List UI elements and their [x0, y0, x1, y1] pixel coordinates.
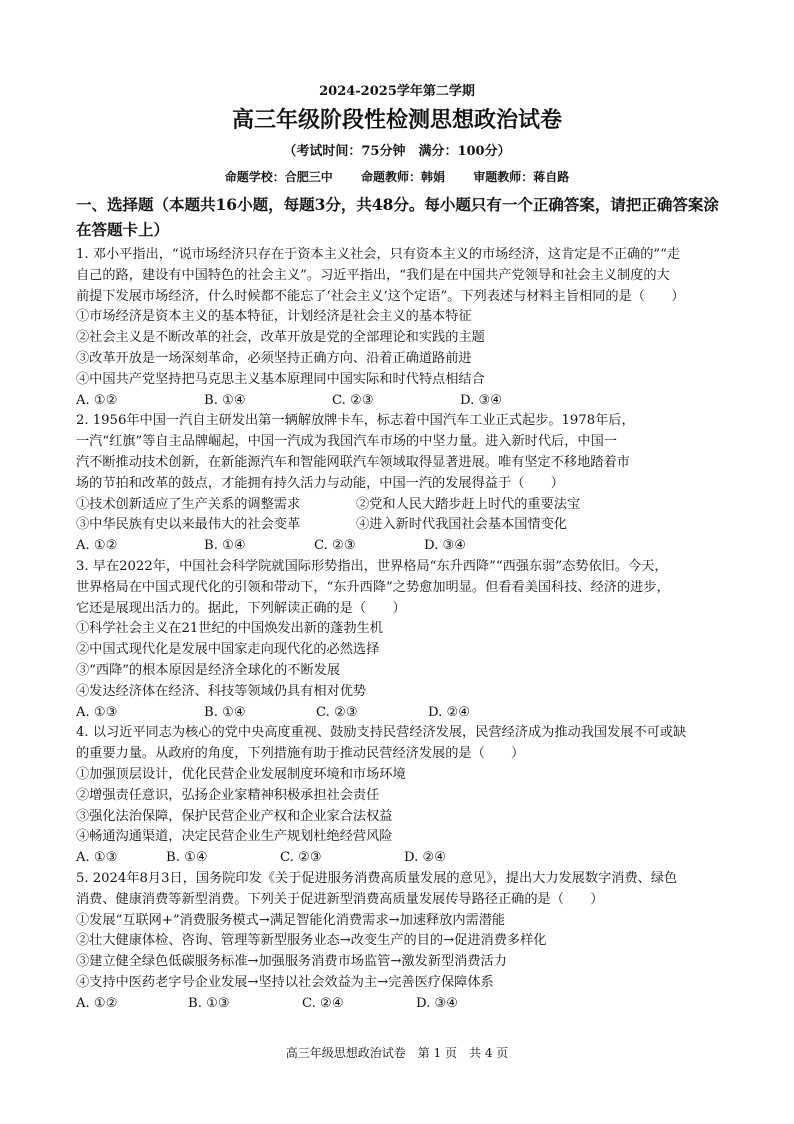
question-stem-line: 2. 1956年中国一汽自主研发出第一辆解放牌卡车，标志着中国汽车工业正式起步。1978年后， — [76, 413, 635, 429]
question-stem-line: 世界格局在中国式现代化的引领和带动下，“东升西降”之势愈加明显。但看看美国科技、经济的进步， — [76, 579, 670, 595]
option-d: D. ②④ — [404, 850, 447, 866]
option-b: B. ①③ — [188, 995, 230, 1011]
term-heading: 2024-2025学年第二学期 — [319, 84, 475, 99]
question-2 — [76, 411, 722, 557]
question-stem-line: 它还是展现出活力的。据此，下列解读正确的是（ ） — [76, 600, 406, 616]
question-stem-line: 4. 以习近平同志为核心的党中央高度重视、鼓励支持民营经济发展，民营经济成为推动我国发展不可或缺 — [76, 725, 687, 741]
question-stem-line: 5. 2024年8月3日，国务院印发《关于促进服务消费高质量发展的意见》，提出大力发展数字消费、绿色 — [76, 870, 678, 886]
option-a: A. ①② — [76, 392, 118, 408]
question-stem-line: 1. 邓小平指出，“说市场经济只存在于资本主义社会，只有资本主义的市场经济，这肯定是不正确的”“走 — [76, 247, 681, 262]
page-footer: 高三年级思想政治试卷 第 1 页 共 4 页 — [285, 1046, 509, 1060]
statement-item: ②中国式现代化是发展中国家走向现代化的必然选择 — [76, 642, 380, 658]
section-title: 一、选择题（本题共16小题，每题3分，共48分。每小题只有一个正确答案，请把正确答案涂在答题卡上） — [76, 195, 719, 239]
question-stem-line: 自己的路，建设有中国特色的社会主义”。习近平指出，“我们是在中国共产党领导和社会主义制度的大 — [76, 267, 670, 283]
option-c: C. ②③ — [280, 850, 322, 866]
teacher-label: 命题教师：韩娟 — [360, 170, 445, 184]
option-a: A. ①③ — [76, 850, 118, 866]
option-c: C. ②③ — [332, 392, 374, 408]
option-d: D. ③④ — [460, 392, 503, 408]
statement-item: ②社会主义是不断改革的社会，改革开放是党的全部理论和实践的主题 — [76, 330, 485, 346]
statement-item: ②党和人民大踏步赶上时代的重要法宝 — [356, 496, 581, 512]
statement-item: ①科学社会主义在21世纪的中国焕发出新的蓬勃生机 — [76, 621, 383, 637]
statement-item: ③改革开放是一场深刻革命，必须坚持正确方向、沿着正确道路前进 — [76, 350, 472, 366]
question-5 — [76, 869, 722, 1015]
option-d: D. ③④ — [416, 995, 459, 1011]
statement-item: ③强化法治保障，保护民营企业产权和企业家合法权益 — [76, 808, 393, 824]
option-d: D. ③④ — [424, 538, 467, 554]
option-d: D. ②④ — [428, 704, 471, 720]
statement-row — [76, 515, 722, 536]
statement-item: ④进入新时代我国社会基本国情变化 — [356, 517, 567, 533]
statement-item: ④支持中医药老字号企业发展→坚持以社会效益为主→完善医疗保障体系 — [76, 974, 494, 990]
page-title: 高三年级阶段性检测思想政治试卷 — [231, 107, 562, 133]
school-label: 命题学校：合肥三中 — [224, 170, 333, 184]
question-stem-line: 场的节拍和改革的鼓点，才能拥有持久活力与动能，中国一汽的发展得益于（ ） — [76, 475, 564, 491]
statement-item: ①加强顶层设计，优化民营企业发展制度环境和市场环境 — [76, 766, 406, 782]
statement-item: ①技术创新适应了生产关系的调整需求 — [76, 496, 301, 512]
exam-info: （考试时间：75分钟 满分：100分） — [283, 144, 511, 159]
option-b: B. ①④ — [204, 704, 246, 720]
question-stem-line: 前提下发展市场经济，什么时候都不能忘了‘社会主义’这个定语”。下列表述与材料主旨相同的是（ ） — [76, 288, 685, 304]
option-c: C. ②④ — [302, 995, 344, 1011]
statement-row — [76, 495, 722, 516]
statement-item: ②壮大健康体检、咨询、管理等新型服务业态→改变生产的目的→促进消费多样化 — [76, 933, 547, 949]
answer-options — [76, 848, 722, 869]
question-stem-line: 一汽“红旗”等自主品牌崛起，中国一汽成为我国汽车市场的中坚力量。进入新时代后，中国一 — [76, 434, 617, 450]
question-3 — [76, 557, 722, 723]
option-c: C. ②③ — [314, 538, 356, 554]
question-stem-line: 的重要力量。从政府的角度，下列措施有助于推动民营经济发展的是（ ） — [76, 746, 525, 762]
answer-options — [76, 391, 722, 412]
statement-item: ②增强责任意识，弘扬企业家精神积极承担社会责任 — [76, 787, 380, 803]
option-b: B. ①④ — [204, 538, 246, 554]
question-stem-line: 消费、健康消费等新型消费。下列关于促进新型消费高质量发展传导路径正确的是（ ） — [76, 891, 604, 907]
statement-item: ④畅通沟通渠道，决定民营企业生产规划杜绝经营风险 — [76, 829, 393, 845]
option-b: B. ①④ — [204, 392, 246, 408]
option-c: C. ②③ — [316, 704, 358, 720]
statement-item: ③“西降”的根本原因是经济全球化的不断发展 — [76, 662, 341, 678]
question-4 — [76, 723, 722, 869]
answer-options — [76, 994, 722, 1015]
statement-item: ③中华民族有史以来最伟大的社会变革 — [76, 517, 301, 533]
option-a: A. ①② — [76, 995, 118, 1011]
reviewer-label: 审题教师：蒋自路 — [473, 170, 570, 184]
option-b: B. ①④ — [166, 850, 208, 866]
option-a: A. ①③ — [76, 704, 118, 720]
question-stem-line: 汽不断推动技术创新，在新能源汽车和智能网联汽车领域取得显著进展。唯有坚定不移地踏着市 — [76, 454, 630, 470]
statement-item: ①发展“互联网+”消费服务模式→满足智能化消费需求→加速释放内需潜能 — [76, 912, 506, 928]
statement-item: ④发达经济体在经济、科技等领域仍具有相对优势 — [76, 683, 367, 699]
answer-options — [76, 703, 722, 724]
question-list — [76, 245, 722, 1014]
question-1 — [76, 245, 722, 411]
question-stem-line: 3. 早在2022年，中国社会科学院就国际形势指出，世界格局“东升西降”“西强东弱”态势依旧。今天， — [76, 558, 668, 574]
statement-item: ③建立健全绿色低碳服务标准→加强服务消费市场监管→激发新型消费活力 — [76, 954, 507, 970]
statement-item: ①市场经济是资本主义的基本特征，计划经济是社会主义的基本特征 — [76, 309, 472, 325]
option-a: A. ①② — [76, 538, 118, 554]
authors-line — [0, 168, 794, 185]
answer-options — [76, 536, 722, 557]
statement-item: ④中国共产党坚持把马克思主义基本原理同中国实际和时代特点相结合 — [76, 371, 485, 387]
